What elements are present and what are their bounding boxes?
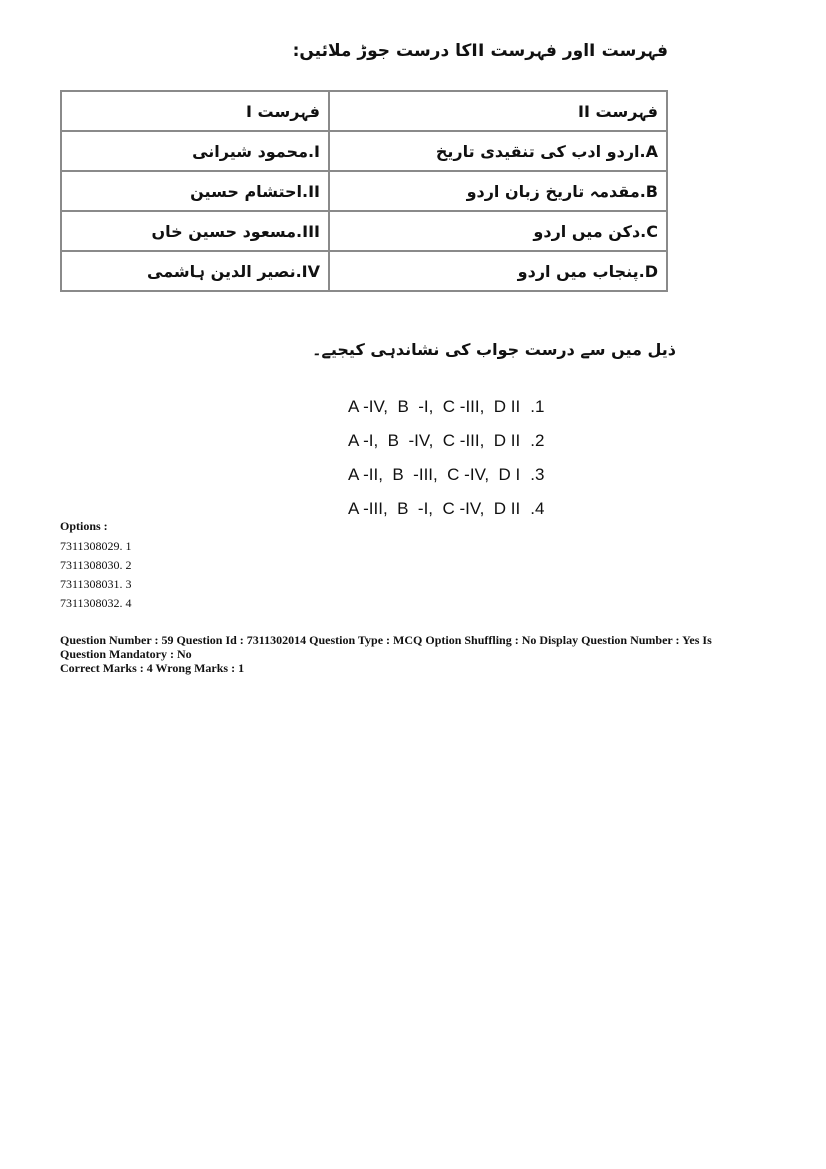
answer-list	[348, 394, 544, 530]
option-item: 7311308032. 4	[60, 596, 132, 610]
option-item: 7311308030. 2	[60, 558, 132, 572]
list-1-item: I.محمود شیرانی	[61, 131, 329, 171]
answer-choice	[348, 462, 544, 496]
option-item: 7311308029. 1	[60, 539, 132, 553]
answer-text: A -III, B -I, C -IV, D II	[348, 499, 521, 518]
answer-text: A -II, B -III, C -IV, D I	[348, 465, 521, 484]
question-meta-line: Question Number : 59 Question Id : 7311302014 Question Type : MCQ Option Shuffling : No Display Question Number : Yes Is Question Mandatory : No	[60, 633, 712, 661]
list-1-item: III.مسعود حسین خاں	[61, 211, 329, 251]
answer-choice	[348, 496, 544, 530]
table-row	[61, 251, 667, 291]
answer-number: .2	[530, 431, 545, 450]
answer-number: .4	[530, 499, 545, 518]
list-2-item: D.پنجاب میں اردو	[329, 251, 667, 291]
options-label: Options :	[60, 519, 108, 533]
table-row	[61, 171, 667, 211]
answer-text: A -I, B -IV, C -III, D II	[348, 431, 521, 450]
header-list-1: فہرست I	[61, 91, 329, 131]
match-table	[60, 90, 668, 292]
answer-choice	[348, 394, 544, 428]
option-item: 7311308031. 3	[60, 577, 132, 591]
answer-choice	[348, 428, 544, 462]
question-meta	[60, 633, 760, 675]
list-2-item: B.مقدمہ تاریخ زبان اردو	[329, 171, 667, 211]
marks-line: Correct Marks : 4 Wrong Marks : 1	[60, 661, 245, 675]
table-header-row	[61, 91, 667, 131]
answer-text: A -IV, B -I, C -III, D II	[348, 397, 521, 416]
options-block	[60, 518, 132, 614]
question-title: فہرست Iاور فہرست IIکا درست جوڑ ملائیں:	[292, 41, 668, 61]
header-list-2: فہرست II	[329, 91, 667, 131]
list-2-item: C.دکن میں اردو	[329, 211, 667, 251]
list-2-item: A.اردو ادب کی تنقیدی تاریخ	[329, 131, 667, 171]
table-row	[61, 131, 667, 171]
table-row	[61, 211, 667, 251]
answer-number: .1	[530, 397, 545, 416]
answer-number: .3	[530, 465, 545, 484]
question-instruction: ذیل میں سے درست جواب کی نشاندہی کیجیے۔	[312, 340, 676, 359]
list-1-item: IV.نصیر الدین ہاشمی	[61, 251, 329, 291]
list-1-item: II.احتشام حسین	[61, 171, 329, 211]
